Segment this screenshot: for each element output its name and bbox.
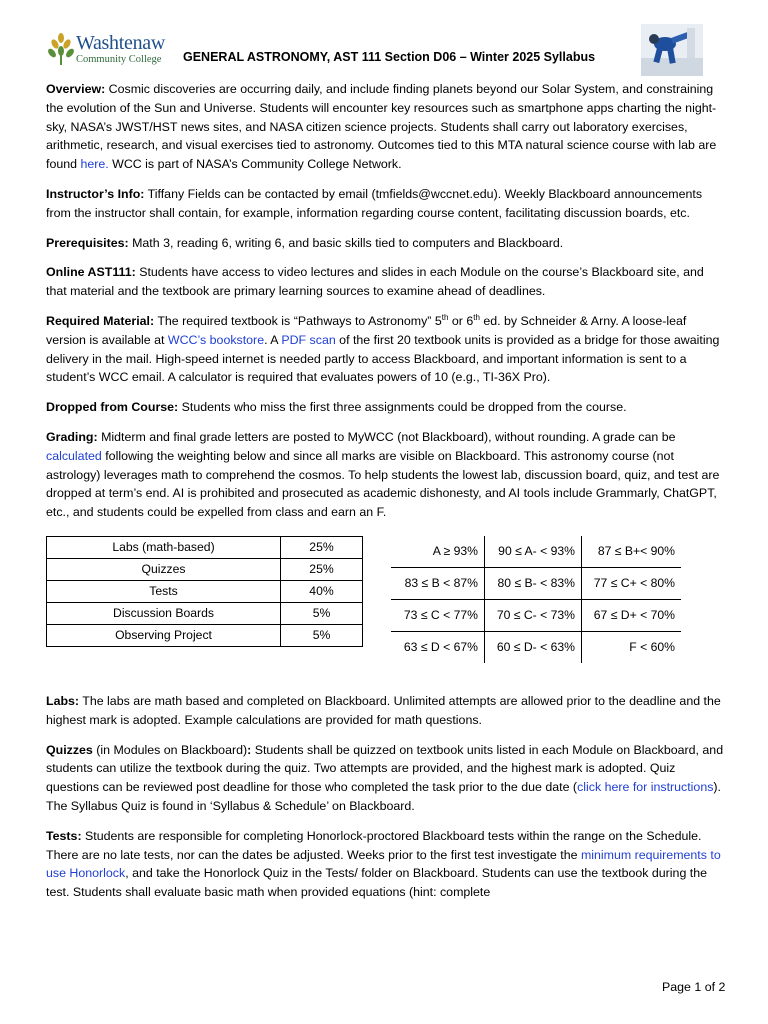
pdf-scan-link[interactable]: PDF scan bbox=[281, 332, 336, 347]
grade-cell: F < 60% bbox=[629, 640, 675, 655]
overview-text-end: WCC is part of NASA’s Community College Network. bbox=[108, 157, 402, 172]
labs-text: The labs are math based and completed on Blackboard. Unlimited attempts are allowed prior to the deadline and the highest mark is adopted. Example calculations are provided for math questions. bbox=[46, 693, 721, 727]
page-number: Page 1 of 2 bbox=[662, 980, 726, 994]
bookstore-link[interactable]: WCC’s bookstore bbox=[167, 332, 265, 347]
instructor-heading: Instructor’s Info: bbox=[46, 186, 145, 201]
dropped-section bbox=[46, 398, 726, 417]
material-sup-5th: th bbox=[441, 312, 449, 322]
grade-cell: 80 ≤ B- < 83% bbox=[485, 567, 582, 599]
material-text-a: . A bbox=[264, 332, 282, 347]
weight-pct: 5% bbox=[281, 624, 363, 646]
grade-cell: 87 ≤ B+< 90% bbox=[582, 536, 682, 568]
required-material-section bbox=[46, 312, 726, 387]
weight-pct: 5% bbox=[281, 602, 363, 624]
weight-item: Discussion Boards bbox=[47, 602, 281, 624]
grade-cell: 90 ≤ A- < 93% bbox=[485, 536, 582, 568]
instructor-text: Tiffany Fields can be contacted by email (tmfields@wccnet.edu). Weekly Blackboard announcements from the instructor shall contain, for example, information regarding course content, facilitating discussion boards, etc. bbox=[46, 186, 703, 220]
quizzes-heading: Quizzes bbox=[46, 742, 93, 757]
dropped-text: Students who miss the first three assignments could be dropped from the course. bbox=[178, 400, 627, 415]
weights-table bbox=[46, 536, 363, 647]
grading-text-end: following the weighting below and since all marks are visible on Blackboard. This astronomy course (not astrology) leverages math to comprehend the cosmos. To help students the lowest lab, discussion board, quiz, and test are dropped at term’s end. AI is prohibited and prosecuted as academic dishonesty, and AI tools include Grammarly, ChatGPT, etc., and students could be expelled from class and earn an F. bbox=[46, 448, 720, 520]
table-row bbox=[391, 631, 681, 663]
table-row bbox=[47, 536, 363, 558]
material-text-or: or 6 bbox=[448, 313, 474, 328]
page-title: GENERAL ASTRONOMY, AST 111 Section D06 – Winter 2025 Syllabus bbox=[183, 50, 596, 64]
honorlock-requirements-link[interactable]: minimum requirements to use Honorlock bbox=[46, 847, 721, 881]
header bbox=[46, 30, 726, 80]
material-sup-6th: th bbox=[473, 312, 480, 322]
overview-text: Cosmic discoveries are occurring daily, and include finding planets beyond our Solar System, and constraining the evolution of the Sun and Universe. Students will encounter key resources such as smartphone apps charting the night-sky, NASA’s JWST/HST news sites, and NASA citizen science projects. Students shall carry out laboratory exercises, arithmetic, research, and visual exercises tied to astronomy. Outcomes tied to this MTA natural science course with lab are found bbox=[46, 82, 717, 172]
grading-heading: Grading: bbox=[46, 429, 98, 444]
grade-cell: 70 ≤ C- < 73% bbox=[485, 599, 582, 631]
dropped-heading: Dropped from Course: bbox=[46, 400, 179, 415]
prerequisites-section bbox=[46, 234, 726, 253]
grade-cell: 60 ≤ D- < 63% bbox=[485, 631, 582, 663]
table-row bbox=[47, 602, 363, 624]
grade-cell: 67 ≤ D+ < 70% bbox=[582, 599, 682, 631]
weight-item: Observing Project bbox=[47, 624, 281, 646]
material-text-end: of the first 20 textbook units is provided as a bridge for those awaiting delivery in the mail. High-speed internet is needed partly to access Blackboard, and important information is sent to a student’s WCC email. A calculator is required that evaluates powers of 10 (e.g., TI-36X Pro). bbox=[46, 332, 720, 385]
labs-heading: Labs: bbox=[46, 693, 80, 708]
grade-cell: A ≥ 93% bbox=[391, 536, 485, 568]
weight-pct: 25% bbox=[281, 558, 363, 580]
grading-section bbox=[46, 428, 726, 522]
college-logo bbox=[46, 32, 176, 72]
overview-heading: Overview: bbox=[46, 82, 106, 96]
table-row bbox=[47, 558, 363, 580]
online-heading: Online AST111: bbox=[46, 265, 136, 280]
table-row bbox=[391, 536, 681, 568]
logo-subtitle: Community College bbox=[76, 54, 162, 65]
material-text: The required textbook is “Pathways to Astronomy” 5 bbox=[154, 313, 442, 328]
logo-wordmark: Washtenaw bbox=[76, 32, 165, 54]
calculated-link[interactable]: calculated bbox=[46, 448, 102, 463]
letter-grade-table bbox=[391, 536, 681, 663]
material-text-loose-leaf: ed. by Schneider & Arny. A loose-leaf version is available at bbox=[46, 313, 687, 347]
prerequisites-heading: Prerequisites: bbox=[46, 235, 129, 250]
grade-cell: 73 ≤ C < 77% bbox=[391, 599, 485, 631]
tests-heading: Tests: bbox=[46, 828, 82, 843]
overview-section bbox=[46, 80, 726, 174]
quizzes-location: (in Modules on Blackboard) bbox=[92, 742, 248, 757]
syllabus-body bbox=[46, 80, 726, 913]
outcomes-link[interactable]: here. bbox=[80, 157, 109, 172]
quizzes-text: Students shall be quizzed on textbook units listed in each Module on Blackboard, and students can utilize the textbook during the quiz. Two attempts are provided, and the highest mark is adopted. Quiz questions can be reviewed post deadline for those who completed the task prior to the due date ( bbox=[46, 742, 724, 795]
weight-pct: 40% bbox=[281, 580, 363, 602]
tests-section bbox=[46, 827, 726, 902]
tests-text-end: , and take the Honorlock Quiz in the Tests/ folder on Blackboard. Students can use the textbook during the test. Students shall evaluate basic math when provided equations (hint: complete bbox=[46, 866, 707, 900]
table-row bbox=[47, 624, 363, 646]
material-heading: Required Material: bbox=[46, 313, 155, 328]
wheat-logo-icon bbox=[46, 32, 76, 66]
grade-cell: 77 ≤ C+ < 80% bbox=[582, 567, 682, 599]
labs-section bbox=[46, 692, 726, 730]
grade-cell: 63 ≤ D < 67% bbox=[391, 631, 485, 663]
online-text: Students have access to video lectures and slides in each Module on the course’s Blackboard site, and that material and the textbook are primary learning sources to examine ahead of deadlines. bbox=[46, 265, 704, 299]
table-row bbox=[391, 599, 681, 631]
grading-text: Midterm and final grade letters are posted to MyWCC (not Blackboard), without rounding. A grade can be bbox=[97, 429, 676, 444]
quizzes-section bbox=[46, 741, 726, 816]
online-section bbox=[46, 263, 726, 301]
quiz-instructions-link[interactable]: click here for instructions bbox=[577, 780, 714, 795]
weight-item: Quizzes bbox=[47, 558, 281, 580]
quizzes-colon: : bbox=[247, 742, 252, 757]
weight-item: Labs (math-based) bbox=[47, 536, 281, 558]
table-row bbox=[47, 580, 363, 602]
table-row bbox=[391, 567, 681, 599]
weight-item: Tests bbox=[47, 580, 281, 602]
grading-tables bbox=[46, 524, 726, 682]
prerequisites-text: Math 3, reading 6, writing 6, and basic skills tied to computers and Blackboard. bbox=[128, 235, 564, 250]
grade-cell: 83 ≤ B < 87% bbox=[391, 567, 485, 599]
weight-pct: 25% bbox=[281, 536, 363, 558]
tests-text: Students are responsible for completing Honorlock-proctored Blackboard tests within the range on the Schedule. There are no late tests, nor can the dates be adjusted. Weeks prior to the first test investigate the bbox=[46, 828, 702, 862]
astronaut-photo bbox=[641, 24, 703, 76]
quizzes-text-end: ). The Syllabus Quiz is found in ‘Syllabus & Schedule’ on Blackboard. bbox=[46, 780, 721, 813]
instructor-section bbox=[46, 185, 726, 223]
